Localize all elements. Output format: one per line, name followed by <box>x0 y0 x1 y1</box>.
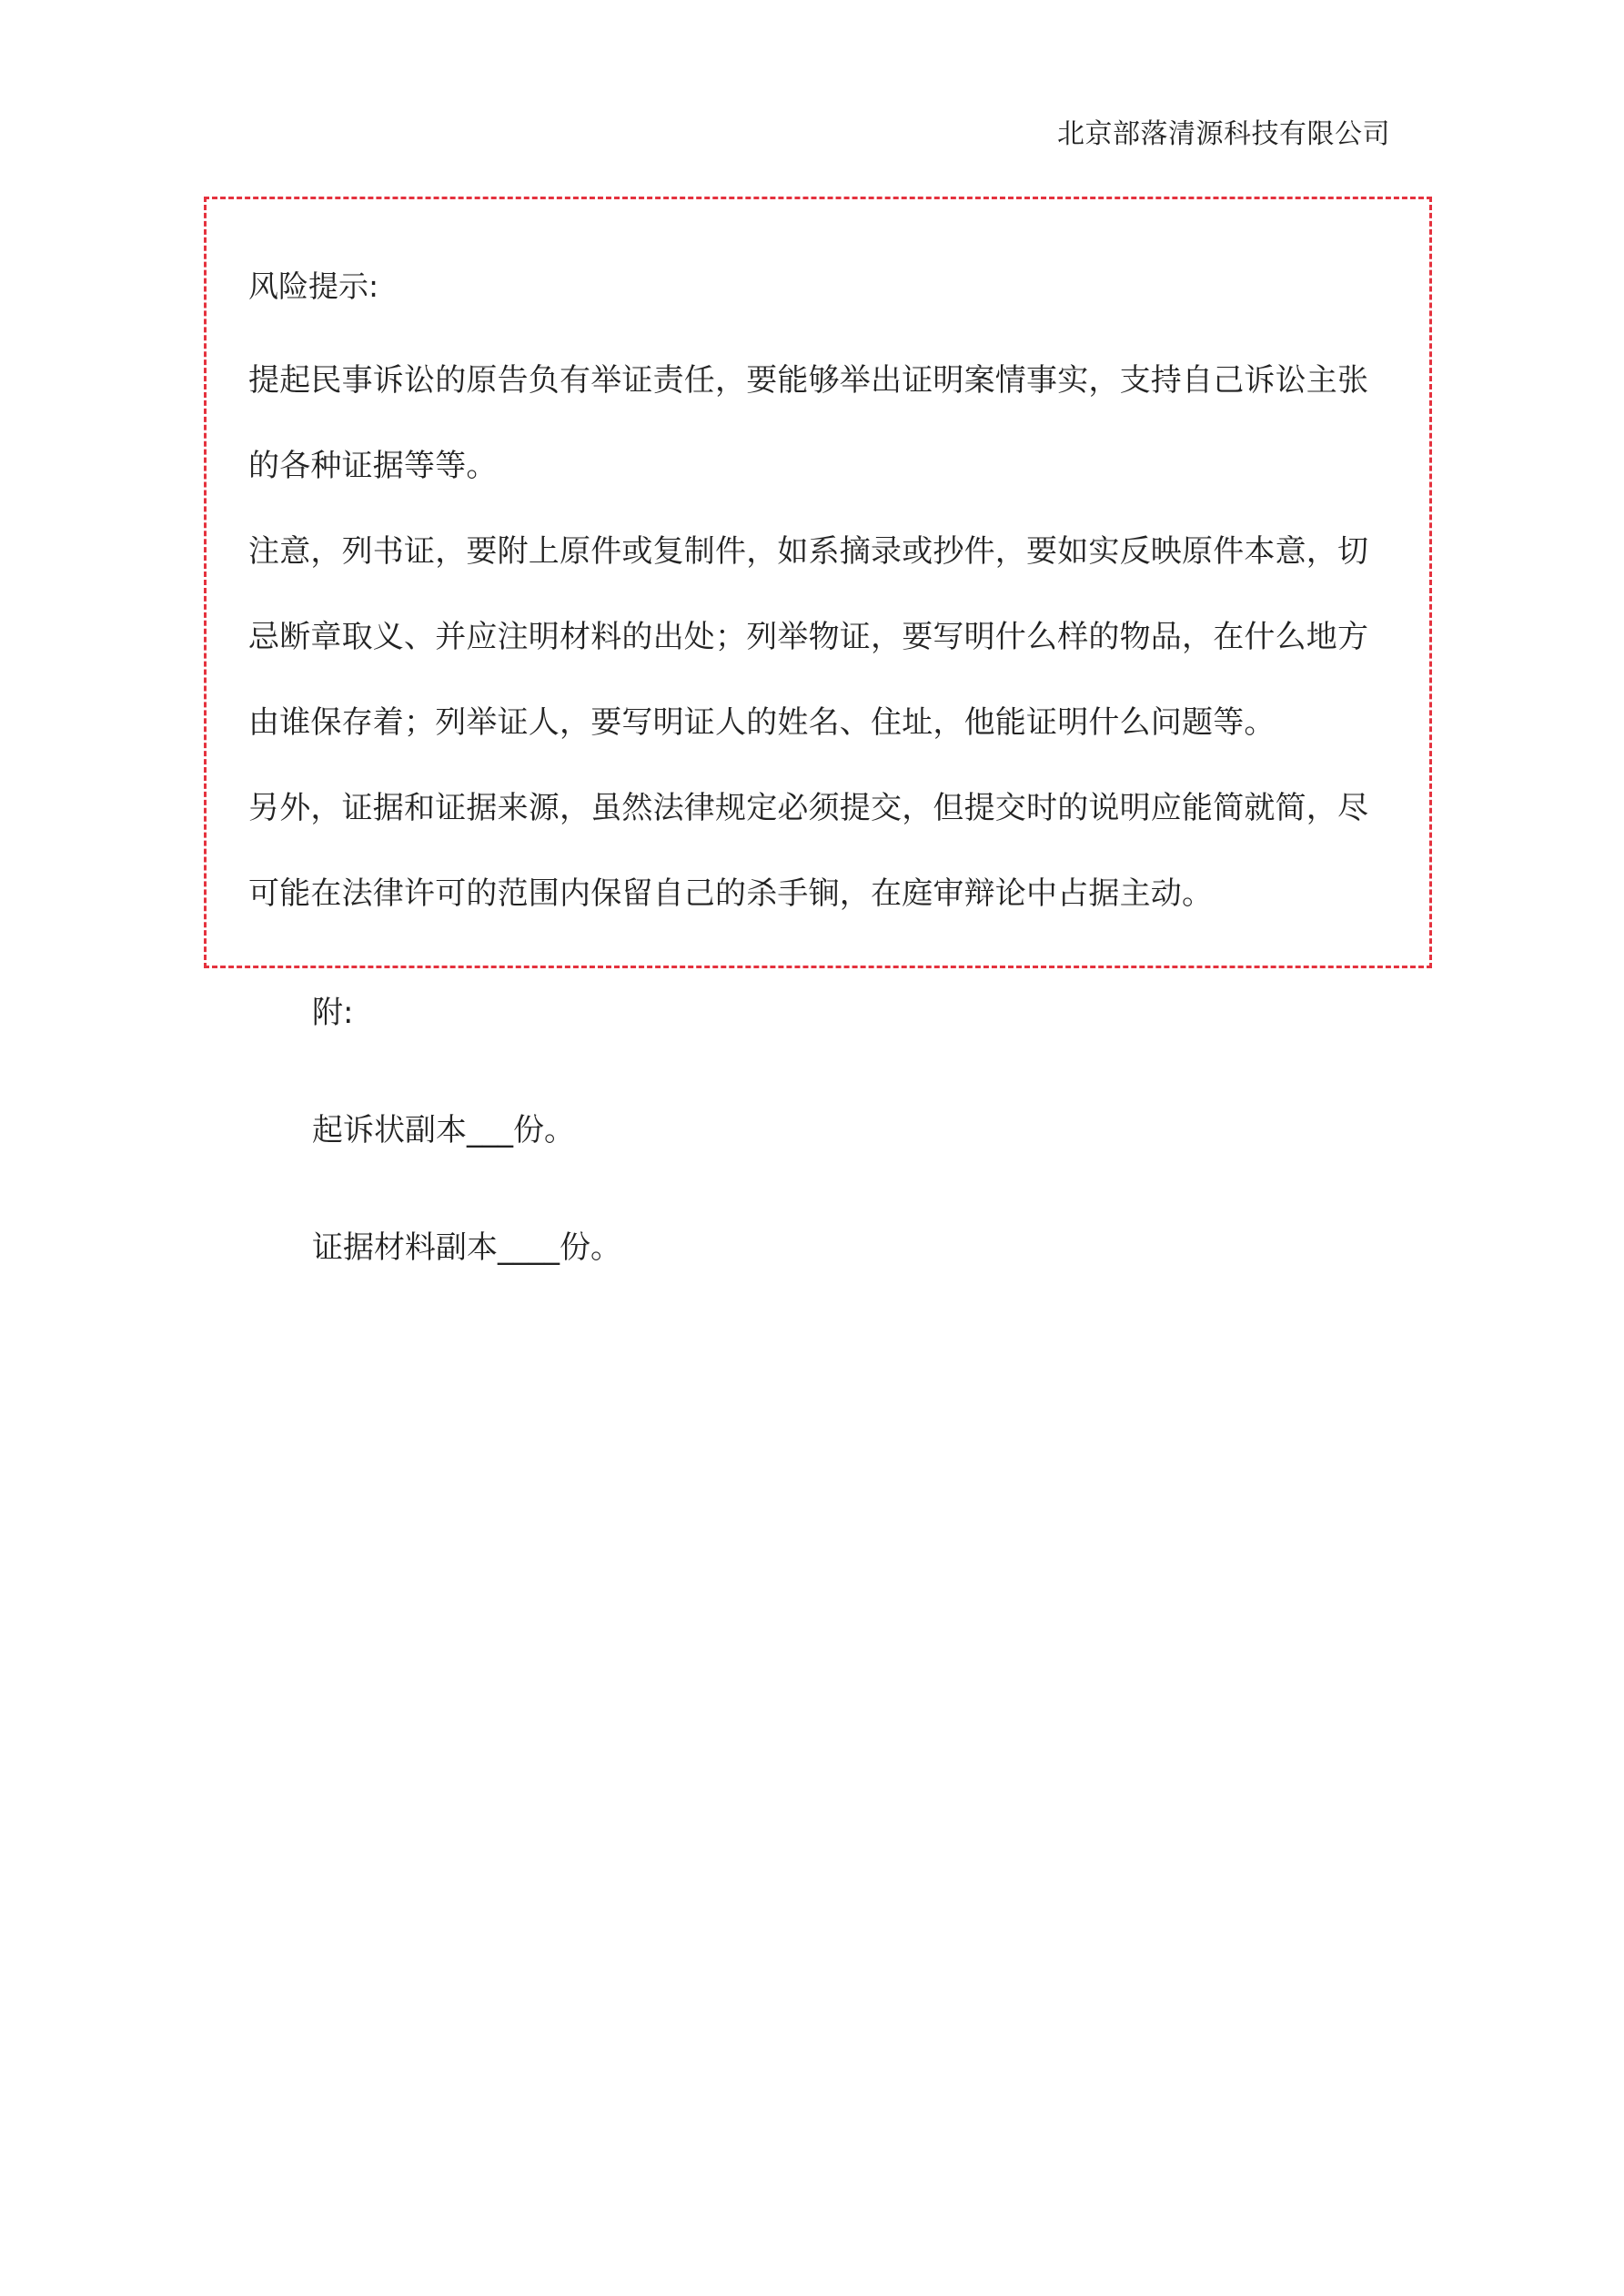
risk-notice-paragraph: 提起民事诉讼的原告负有举证责任，要能够举出证明案情事实，支持自己诉讼主张 的各种证据等等。 <box>248 362 1369 484</box>
risk-notice-title: 风险提示: <box>248 268 379 304</box>
attachment-item-evidence-copies: 证据材料副本____份。 <box>312 1229 621 1266</box>
attachment-item-complaint-copies: 起诉状副本___份。 <box>312 1112 575 1148</box>
attachments-heading: 附: <box>312 995 354 1031</box>
risk-notice-paragraph: 另外，证据和证据来源，虽然法律规定必须提交，但提交时的说明应能简就简，尽 可能在法律许可的范围内保留自己的杀手锏，在庭审辩论中占据主动。 <box>248 790 1369 912</box>
risk-notice-paragraph: 注意，列书证，要附上原件或复制件，如系摘录或抄件，要如实反映原件本意，切 忌断章取义、并应注明材料的出处；列举物证，要写明什么样的物品，在什么地方 由谁保存着；列举证人，要写明证人的姓名、住址，他能证明什么问题等。 <box>248 533 1369 741</box>
risk-notice-box <box>204 197 1432 968</box>
attachments-section <box>312 990 621 1342</box>
company-name: 北京部落清源科技有限公司 <box>1057 118 1390 150</box>
